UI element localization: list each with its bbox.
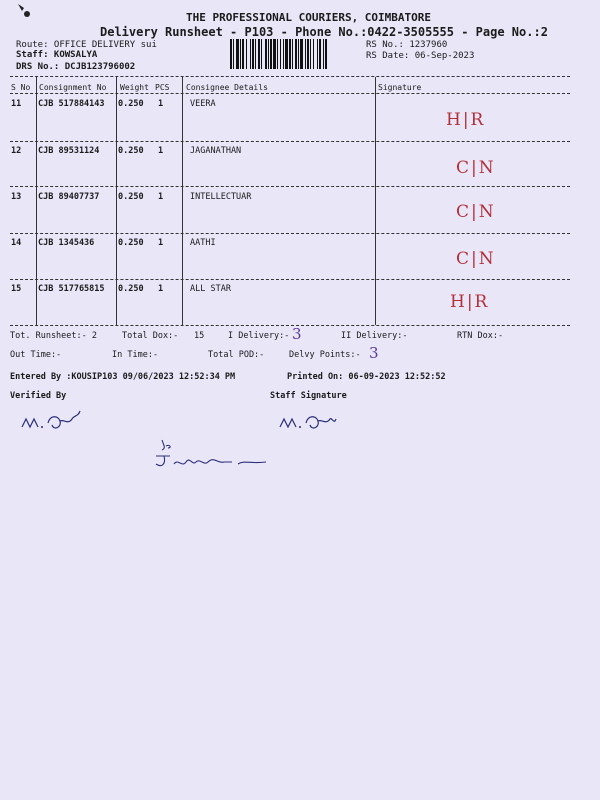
total-dox-label: Total Dox:- <box>122 331 179 341</box>
barcode <box>230 39 358 69</box>
col-sno: S No <box>11 83 31 92</box>
i-delivery-label: I Delivery:- <box>228 331 290 341</box>
out-time-label: Out Time:- <box>10 350 62 360</box>
row-weight: 0.250 <box>118 146 144 156</box>
total-dox-value: 15 <box>194 331 205 341</box>
staff-signature <box>276 405 356 435</box>
verifier-signature <box>18 405 98 435</box>
total-pod-label: Total POD:- <box>208 350 265 360</box>
row-pcs: 1 <box>158 99 164 109</box>
row-status-mark: C|N <box>456 202 496 222</box>
runsheet-title: Delivery Runsheet - P103 - Phone No.:0422-3505555 - Page No.:2 <box>100 25 548 39</box>
row-status-mark: H|R <box>450 292 490 312</box>
route-label: Route: OFFICE DELIVERY sui <box>16 40 157 50</box>
printed-on: Printed On: 06-09-2023 12:52:52 <box>287 372 446 382</box>
row-status-mark: C|N <box>456 249 496 269</box>
row-pcs: 1 <box>158 192 164 202</box>
row-consignment: CJB 89531124 <box>38 146 100 156</box>
approver-signature <box>148 434 278 474</box>
row-status-mark: H|R <box>446 110 486 130</box>
row-consignee: JAGANATHAN <box>190 146 242 156</box>
row-consignment: CJB 517765815 <box>38 284 105 294</box>
col-signature: Signature <box>378 83 422 92</box>
row-sno: 11 <box>11 99 22 109</box>
in-time-label: In Time:- <box>112 350 159 360</box>
entered-by: Entered By :KOUSIP103 09/06/2023 12:52:34 PM <box>10 372 236 382</box>
rs-date: RS Date: 06-Sep-2023 <box>366 51 475 61</box>
col-consignment: Consignment No <box>39 83 107 92</box>
row-consignee: INTELLECTUAR <box>190 192 252 202</box>
staff-signature-label: Staff Signature <box>270 391 347 401</box>
row-sno: 12 <box>11 146 22 156</box>
ii-delivery-label: II Delivery:- <box>341 331 408 341</box>
col-consignee: Consignee Details <box>186 83 268 92</box>
delvy-points-value: 3 <box>369 344 381 362</box>
col-weight: Weight <box>120 83 149 92</box>
verified-by-label: Verified By <box>10 391 67 401</box>
col-pcs: PCS <box>155 83 170 92</box>
row-consignee: AATHI <box>190 238 216 248</box>
i-delivery-value: 3 <box>292 325 304 343</box>
row-consignment: CJB 89407737 <box>38 192 100 202</box>
row-sno: 15 <box>11 284 22 294</box>
rs-number: RS No.: 1237960 <box>366 40 448 50</box>
row-consignment: CJB 517884143 <box>38 99 105 109</box>
rtn-dox-label: RTN Dox:- <box>457 331 504 341</box>
row-pcs: 1 <box>158 238 164 248</box>
row-pcs: 1 <box>158 284 164 294</box>
row-consignment: CJB 1345436 <box>38 238 95 248</box>
row-weight: 0.250 <box>118 238 144 248</box>
row-pcs: 1 <box>158 146 164 156</box>
row-sno: 14 <box>11 238 22 248</box>
company-name: THE PROFESSIONAL COURIERS, COIMBATORE <box>186 11 432 24</box>
row-consignee: ALL STAR <box>190 284 231 294</box>
row-consignee: VEERA <box>190 99 216 109</box>
pen-mark-icon <box>16 2 34 18</box>
row-weight: 0.250 <box>118 99 144 109</box>
delvy-points-label: Delvy Points:- <box>289 350 361 360</box>
staff-label: Staff: KOWSALYA <box>16 50 98 60</box>
total-runsheet: Tot. Runsheet:- 2 <box>10 331 97 341</box>
row-sno: 13 <box>11 192 22 202</box>
row-status-mark: C|N <box>456 158 496 178</box>
row-weight: 0.250 <box>118 284 144 294</box>
drs-number: DRS No.: DCJB123796002 <box>16 62 136 72</box>
row-weight: 0.250 <box>118 192 144 202</box>
